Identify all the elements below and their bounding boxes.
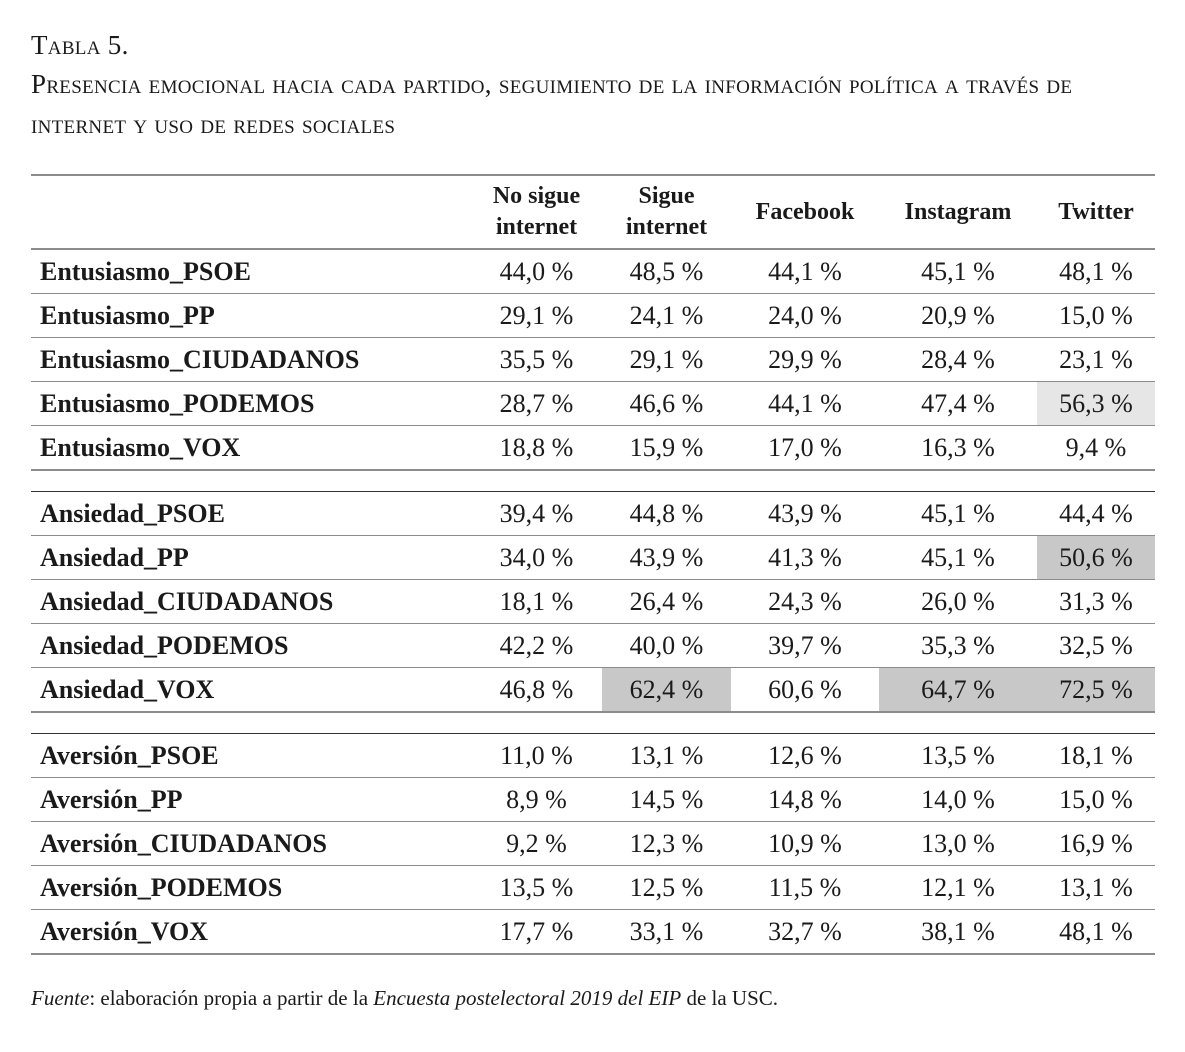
value-cell: 46,8 % [471,668,602,713]
row-label: Entusiasmo_VOX [31,426,471,471]
value-cell-highlighted: 50,6 % [1037,536,1155,580]
table-row [31,492,1155,536]
value-cell: 24,1 % [602,294,731,338]
table-title: Presencia emocional hacia cada partido, seguimiento de la información política a través de internet y uso de redes sociales [31,69,1073,139]
value-cell: 41,3 % [731,536,879,580]
value-cell: 39,4 % [471,492,602,536]
value-cell: 28,4 % [879,338,1037,382]
group-spacer [31,712,1155,734]
row-label: Entusiasmo_PODEMOS [31,382,471,426]
value-cell: 60,6 % [731,668,879,713]
source-survey: Encuesta postelectoral 2019 del EIP [373,986,682,1010]
value-cell: 47,4 % [879,382,1037,426]
value-cell: 15,9 % [602,426,731,471]
row-label: Ansiedad_VOX [31,668,471,713]
value-cell-highlighted: 72,5 % [1037,668,1155,713]
value-cell: 32,5 % [1037,624,1155,668]
value-cell: 43,9 % [731,492,879,536]
value-cell: 39,7 % [731,624,879,668]
value-cell: 46,6 % [602,382,731,426]
value-cell: 44,1 % [731,382,879,426]
row-label: Ansiedad_PSOE [31,492,471,536]
value-cell: 34,0 % [471,536,602,580]
row-label: Aversión_PP [31,778,471,822]
value-cell: 26,4 % [602,580,731,624]
table-row [31,624,1155,668]
value-cell: 24,3 % [731,580,879,624]
table-row [31,778,1155,822]
value-cell: 29,1 % [471,294,602,338]
value-cell: 13,1 % [1037,866,1155,910]
table-row [31,734,1155,778]
value-cell: 12,5 % [602,866,731,910]
group-spacer-cell [31,470,1155,492]
value-cell: 44,8 % [602,492,731,536]
row-label: Entusiasmo_PSOE [31,249,471,294]
column-header-line: Instagram [904,198,1012,225]
column-header-line: Sigue [638,183,695,209]
value-cell: 33,1 % [602,910,731,955]
column-header-line: internet [625,214,708,240]
row-label: Aversión_VOX [31,910,471,955]
column-header [731,175,879,249]
table-row [31,426,1155,471]
value-cell: 35,5 % [471,338,602,382]
group-spacer-cell [31,712,1155,734]
value-cell: 26,0 % [879,580,1037,624]
table-row [31,822,1155,866]
value-cell: 9,2 % [471,822,602,866]
value-cell-highlighted: 56,3 % [1037,382,1155,426]
value-cell: 44,0 % [471,249,602,294]
value-cell: 10,9 % [731,822,879,866]
value-cell: 48,1 % [1037,249,1155,294]
value-cell: 29,1 % [602,338,731,382]
value-cell: 48,5 % [602,249,731,294]
value-cell: 13,0 % [879,822,1037,866]
table-row [31,866,1155,910]
column-header [1037,175,1155,249]
value-cell: 13,5 % [879,734,1037,778]
row-label: Aversión_CIUDADANOS [31,822,471,866]
value-cell: 20,9 % [879,294,1037,338]
row-label: Entusiasmo_PP [31,294,471,338]
value-cell: 12,1 % [879,866,1037,910]
value-cell: 16,9 % [1037,822,1155,866]
value-cell: 12,3 % [602,822,731,866]
value-cell: 11,0 % [471,734,602,778]
value-cell: 11,5 % [731,866,879,910]
value-cell: 48,1 % [1037,910,1155,955]
value-cell: 14,5 % [602,778,731,822]
table-row [31,580,1155,624]
group-spacer [31,470,1155,492]
value-cell: 18,1 % [471,580,602,624]
row-label: Aversión_PSOE [31,734,471,778]
table-row [31,910,1155,955]
column-header [471,175,602,249]
source-tail: de la USC. [681,986,779,1010]
value-cell: 15,0 % [1037,294,1155,338]
value-cell-highlighted: 64,7 % [879,668,1037,713]
value-cell: 45,1 % [879,492,1037,536]
value-cell: 13,1 % [602,734,731,778]
value-cell: 42,2 % [471,624,602,668]
column-header-line: Facebook [755,198,855,225]
emotions-table [31,174,1155,955]
column-header-line: internet [495,214,578,240]
value-cell: 18,8 % [471,426,602,471]
value-cell: 44,1 % [731,249,879,294]
row-label: Ansiedad_PP [31,536,471,580]
value-cell: 13,5 % [471,866,602,910]
table-row [31,382,1155,426]
row-label: Aversión_PODEMOS [31,866,471,910]
source-label: Fuente [31,986,90,1010]
table-row [31,249,1155,294]
column-header [602,175,731,249]
value-cell: 14,8 % [731,778,879,822]
table-caption [31,26,1171,144]
value-cell: 31,3 % [1037,580,1155,624]
table-body [31,249,1155,954]
table-row [31,338,1155,382]
value-cell: 17,0 % [731,426,879,471]
value-cell: 29,9 % [731,338,879,382]
table-number: Tabla 5. [31,30,129,60]
header-row [31,175,1155,249]
row-label: Entusiasmo_CIUDADANOS [31,338,471,382]
value-cell: 12,6 % [731,734,879,778]
table-row [31,536,1155,580]
value-cell: 40,0 % [602,624,731,668]
value-cell: 45,1 % [879,249,1037,294]
column-header-line: No sigue [492,183,581,209]
value-cell: 23,1 % [1037,338,1155,382]
value-cell: 44,4 % [1037,492,1155,536]
column-header [879,175,1037,249]
source-note [31,986,778,1011]
value-cell: 14,0 % [879,778,1037,822]
row-label: Ansiedad_CIUDADANOS [31,580,471,624]
header-blank [31,175,471,249]
column-header-line: Twitter [1058,198,1134,225]
value-cell: 28,7 % [471,382,602,426]
value-cell: 15,0 % [1037,778,1155,822]
table-row [31,668,1155,713]
value-cell: 35,3 % [879,624,1037,668]
value-cell: 18,1 % [1037,734,1155,778]
source-text: : elaboración propia a partir de la [89,986,374,1010]
value-cell: 32,7 % [731,910,879,955]
value-cell: 9,4 % [1037,426,1155,471]
value-cell: 43,9 % [602,536,731,580]
value-cell-highlighted: 62,4 % [602,668,731,713]
table-row [31,294,1155,338]
value-cell: 38,1 % [879,910,1037,955]
value-cell: 16,3 % [879,426,1037,471]
value-cell: 24,0 % [731,294,879,338]
row-label: Ansiedad_PODEMOS [31,624,471,668]
value-cell: 8,9 % [471,778,602,822]
value-cell: 45,1 % [879,536,1037,580]
value-cell: 17,7 % [471,910,602,955]
